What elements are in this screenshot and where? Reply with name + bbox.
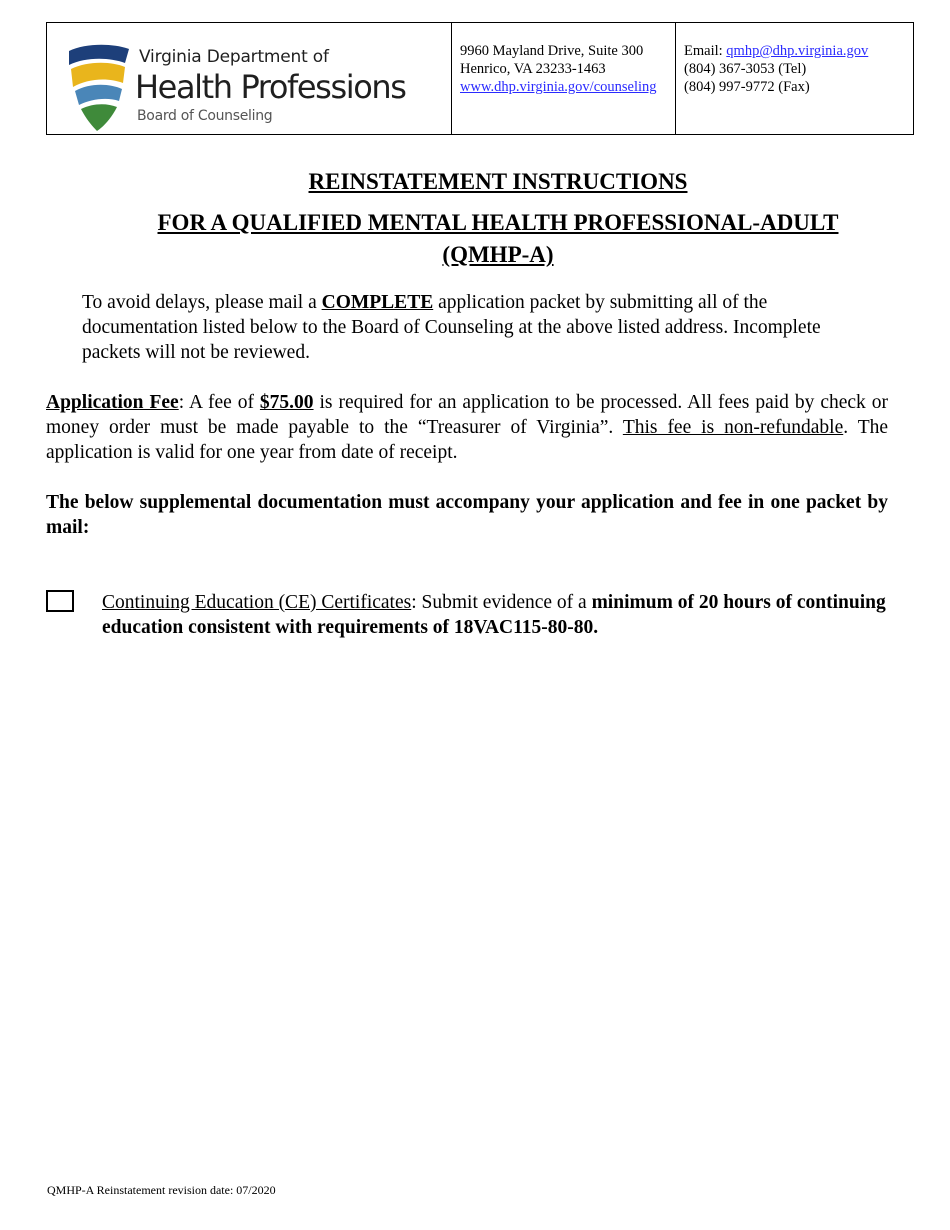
letterhead bbox=[46, 22, 914, 135]
dhp-logo bbox=[47, 23, 452, 134]
email-label: Email: bbox=[684, 43, 727, 59]
ce-certificates-checkbox[interactable] bbox=[46, 590, 74, 612]
logo-line-2: Health Professions bbox=[135, 68, 406, 106]
page-title: REINSTATEMENT INSTRUCTIONS bbox=[308, 169, 688, 194]
phone-number: (804) 367-3053 (Tel) bbox=[684, 61, 807, 77]
page-subtitle-abbrev: (QMHP-A) bbox=[442, 242, 554, 267]
supplemental-heading: The below supplemental documentation must accompany your application and fee in one packet by mail: bbox=[46, 492, 888, 538]
logo-line-3: Board of Counseling bbox=[137, 108, 273, 124]
application-fee-paragraph: Application Fee: A fee of $75.00 is required for an application to be processed. All fees paid by check or money order must be made payable to the “Treasurer of Virginia”. This fee is non-refundable. The application is valid for one year from date of receipt. bbox=[46, 392, 889, 463]
fee-amount: $75.00 bbox=[259, 392, 314, 413]
mailing-address bbox=[452, 23, 676, 134]
ce-label: Continuing Education (CE) Certificates bbox=[102, 592, 412, 613]
intro-paragraph: To avoid delays, please mail a COMPLETE application packet by submitting all of the documentation listed below to the Board of Counseling at the above listed address. Incomplete packets will not be reviewed. bbox=[82, 292, 821, 363]
fee-label: Application Fee bbox=[46, 392, 179, 413]
nonrefundable-note: This fee is non-refundable bbox=[622, 417, 844, 438]
contact-info bbox=[676, 23, 913, 134]
fax-number: (804) 997-9772 (Fax) bbox=[684, 79, 810, 95]
dhp-shield-icon bbox=[65, 43, 131, 135]
logo-line-1: Virginia Department of bbox=[139, 47, 329, 67]
email-link[interactable]: qmhp@dhp.virginia.gov bbox=[726, 43, 869, 59]
ce-requirement: minimum of 20 hours of continuing education consistent with requirements of 18VAC115-80-80. bbox=[102, 592, 886, 638]
complete-emphasis: COMPLETE bbox=[321, 292, 434, 313]
website-link[interactable]: www.dhp.virginia.gov/counseling bbox=[460, 79, 657, 95]
address-street: 9960 Mayland Drive, Suite 300 bbox=[460, 43, 644, 59]
address-city: Henrico, VA 23233-1463 bbox=[460, 61, 606, 77]
revision-footer: QMHP-A Reinstatement revision date: 07/2020 bbox=[47, 1183, 276, 1197]
checklist-item: Continuing Education (CE) Certificates: Submit evidence of a minimum of 20 hours of continuing education consistent with requirements of 18VAC115-80-80. bbox=[102, 592, 886, 638]
page-subtitle: FOR A QUALIFIED MENTAL HEALTH PROFESSIONAL-ADULT bbox=[157, 210, 839, 235]
